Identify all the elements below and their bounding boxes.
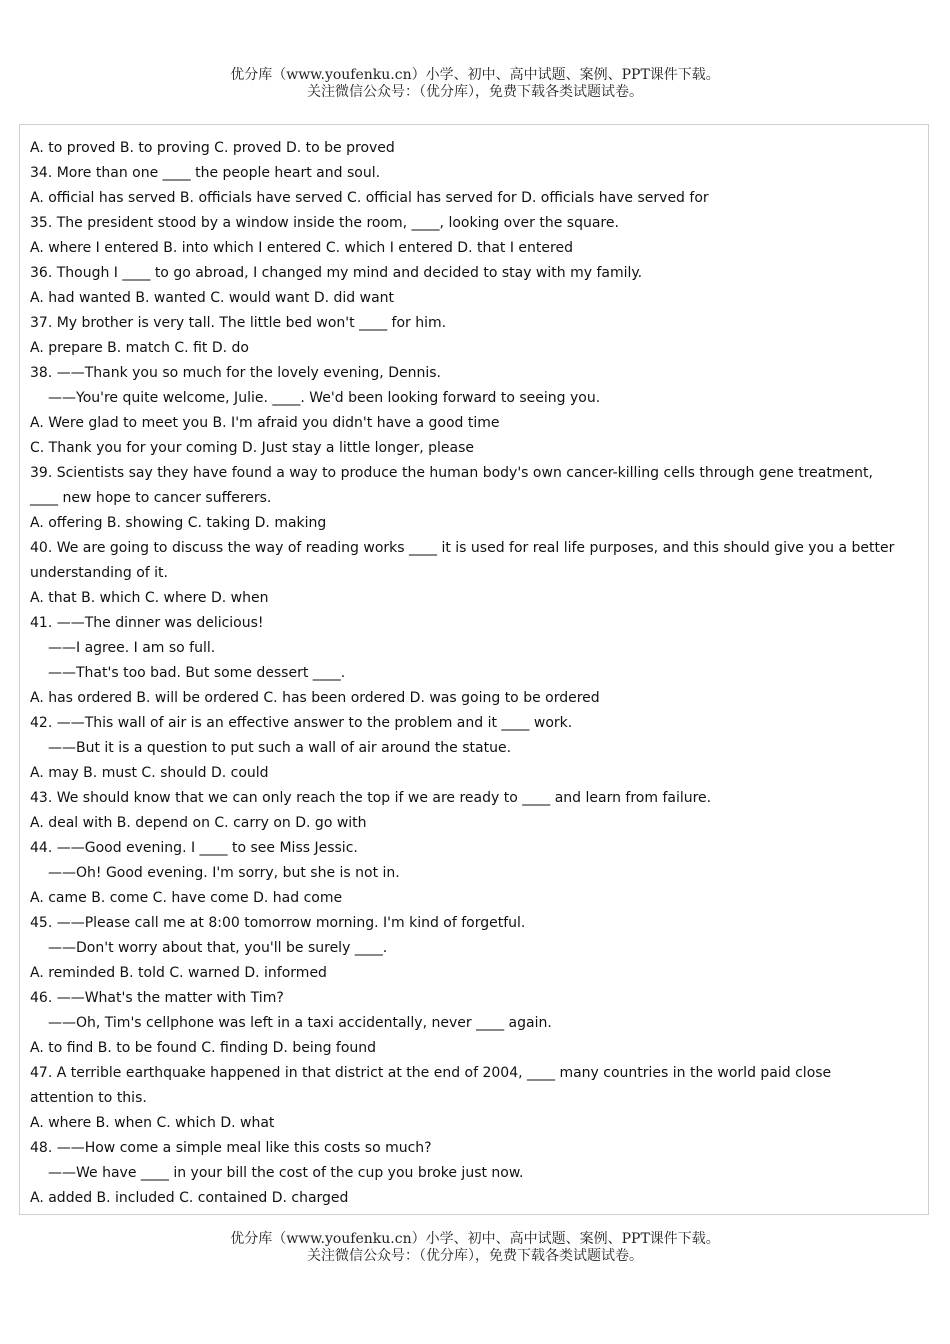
text-line: 39. Scientists say they have found a way to produce the human body's own cancer-killing cells through gene treatment, — [30, 465, 873, 481]
text-line: A. that B. which C. where D. when — [30, 590, 269, 606]
text-line: A. has ordered B. will be ordered C. has been ordered D. was going to be ordered — [30, 690, 600, 706]
text-line: A. may B. must C. should D. could — [30, 765, 269, 781]
text-line: 40. We are going to discuss the way of reading works ____ it is used for real life purposes, and this should give you a better — [30, 540, 895, 556]
text-line: 41. ——The dinner was delicious! — [30, 615, 264, 631]
text-line: ____ new hope to cancer sufferers. — [30, 490, 272, 506]
footer-line-1: 优分库（www.youfenku.cn）小学、初中、高中试题、案例、PPT课件下载。 — [230, 1231, 720, 1247]
text-line: A. deal with B. depend on C. carry on D. go with — [30, 815, 367, 831]
text-line: 43. We should know that we can only reach the top if we are ready to ____ and learn from failure. — [30, 790, 712, 806]
text-line: A. prepare B. match C. fit D. do — [30, 340, 249, 356]
text-line: 46. ——What's the matter with Tim? — [30, 990, 284, 1006]
text-line: 38. ——Thank you so much for the lovely evening, Dennis. — [30, 365, 441, 381]
text-line: ——Don't worry about that, you'll be surely ____. — [48, 940, 388, 956]
text-line: A. to proved B. to proving C. proved D. to be proved — [30, 140, 395, 156]
text-line: ——Oh! Good evening. I'm sorry, but she is not in. — [48, 865, 400, 881]
text-line: A. to find B. to be found C. finding D. being found — [30, 1040, 377, 1056]
text-line: A. came B. come C. have come D. had come — [30, 890, 343, 906]
header-line-1: 优分库（www.youfenku.cn）小学、初中、高中试题、案例、PPT课件下载。 — [230, 67, 720, 83]
text-line: 36. Though I ____ to go abroad, I changed my mind and decided to stay with my family. — [30, 265, 643, 281]
footer-line-2: 关注微信公众号：（优分库），免费下载各类试题试卷。 — [307, 1248, 643, 1264]
text-line: ——But it is a question to put such a wall of air around the statue. — [48, 740, 512, 756]
text-line: 35. The president stood by a window inside the room, ____, looking over the square. — [30, 215, 619, 231]
text-line: 48. ——How come a simple meal like this costs so much? — [30, 1140, 432, 1156]
text-line: 44. ——Good evening. I ____ to see Miss Jessic. — [30, 840, 358, 856]
text-line: A. offering B. showing C. taking D. making — [30, 515, 327, 531]
page-footer — [0, 1231, 950, 1265]
text-line: 37. My brother is very tall. The little bed won't ____ for him. — [30, 315, 447, 331]
text-line: A. where B. when C. which D. what — [30, 1115, 275, 1131]
page-header — [0, 67, 950, 101]
text-line: A. added B. included C. contained D. charged — [30, 1190, 349, 1206]
text-line: ——We have ____ in your bill the cost of the cup you broke just now. — [48, 1165, 524, 1181]
text-line: A. official has served B. officials have served C. official has served for D. officials have served for — [30, 190, 709, 206]
text-line: understanding of it. — [30, 565, 168, 581]
text-line: ——Oh, Tim's cellphone was left in a taxi accidentally, never ____ again. — [48, 1015, 552, 1031]
text-line: C. Thank you for your coming D. Just stay a little longer, please — [30, 440, 475, 456]
header-line-2: 关注微信公众号：（优分库），免费下载各类试题试卷。 — [307, 84, 643, 100]
question-content-box — [19, 124, 929, 1215]
text-line: attention to this. — [30, 1090, 147, 1106]
text-line: A. where I entered B. into which I entered C. which I entered D. that I entered — [30, 240, 573, 256]
text-line: ——I agree. I am so full. — [48, 640, 216, 656]
text-line: 42. ——This wall of air is an effective answer to the problem and it ____ work. — [30, 715, 573, 731]
text-line: A. Were glad to meet you B. I'm afraid you didn't have a good time — [30, 415, 500, 431]
text-line: ——That's too bad. But some dessert ____. — [48, 665, 346, 681]
text-line: 34. More than one ____ the people heart and soul. — [30, 165, 381, 181]
text-line: 45. ——Please call me at 8:00 tomorrow morning. I'm kind of forgetful. — [30, 915, 526, 931]
text-line: A. reminded B. told C. warned D. informed — [30, 965, 327, 981]
text-line: 47. A terrible earthquake happened in that district at the end of 2004, ____ many countries in the world paid close — [30, 1065, 832, 1081]
text-line: ——You're quite welcome, Julie. ____. We'd been looking forward to seeing you. — [48, 390, 601, 406]
text-line: A. had wanted B. wanted C. would want D. did want — [30, 290, 395, 306]
